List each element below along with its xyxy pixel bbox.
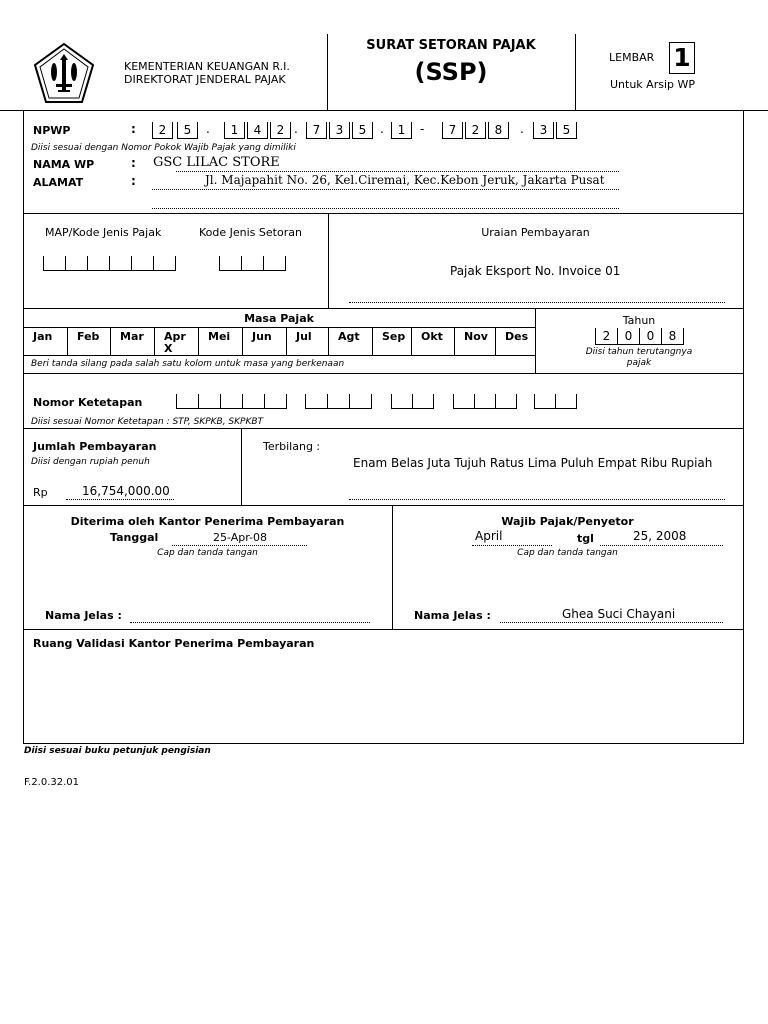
- npwp-digit[interactable]: 4: [247, 122, 268, 139]
- month-divider: [286, 327, 287, 355]
- npwp-digit[interactable]: 3: [329, 122, 350, 139]
- npwp-digit[interactable]: 1: [224, 122, 245, 139]
- ketetapan-box[interactable]: [176, 394, 199, 409]
- month-label: Des: [505, 330, 529, 343]
- taxpayer-address[interactable]: Jl. Majapahit No. 26, Kel.Ciremai, Kec.Kebon Jeruk, Jakarta Pusat: [205, 173, 605, 187]
- rp-label: Rp: [33, 486, 48, 499]
- npwp-digit[interactable]: 1: [391, 122, 412, 139]
- npwp-separator: -: [420, 122, 425, 136]
- lembar-note: Untuk Arsip WP: [610, 78, 695, 91]
- ketetapan-label: Nomor Ketetapan: [33, 396, 143, 409]
- tahun-digit[interactable]: 2: [595, 328, 618, 345]
- month-selected-mark: X: [164, 342, 173, 355]
- npwp-digit[interactable]: 3: [533, 122, 554, 139]
- map-code-box[interactable]: [65, 256, 88, 271]
- payer-month[interactable]: April: [475, 529, 503, 543]
- npwp-digit[interactable]: 7: [442, 122, 463, 139]
- month-mar[interactable]: [120, 331, 144, 343]
- month-agt[interactable]: [338, 331, 360, 343]
- month-divider: [242, 327, 243, 355]
- receiver-tanggal-value[interactable]: 25-Apr-08: [213, 531, 268, 544]
- month-mei[interactable]: [208, 331, 230, 343]
- ketetapan-box[interactable]: [242, 394, 265, 409]
- month-jun[interactable]: [252, 331, 272, 343]
- npwp-label: NPWP: [33, 124, 71, 137]
- kode-setoran-box[interactable]: [219, 256, 242, 271]
- month-jan[interactable]: [33, 331, 52, 343]
- month-label: Apr: [164, 330, 186, 343]
- payer-cap-note: Cap dan tanda tangan: [517, 548, 618, 558]
- uraian-label: Uraian Pembayaran: [481, 226, 590, 239]
- ketetapan-box[interactable]: [198, 394, 221, 409]
- taxpayer-name[interactable]: GSC LILAC STORE: [153, 155, 280, 170]
- uraian-value[interactable]: Pajak Eksport No. Invoice 01: [450, 264, 621, 278]
- terbilang-value[interactable]: Enam Belas Juta Tujuh Ratus Lima Puluh Empat Ribu Rupiah: [353, 456, 713, 470]
- month-nov[interactable]: [464, 331, 488, 343]
- payer-title: Wajib Pajak/Penyetor: [501, 515, 634, 528]
- npwp-separator: .: [520, 122, 524, 136]
- receiver-cap-note: Cap dan tanda tangan: [157, 548, 258, 558]
- month-okt[interactable]: [421, 331, 443, 343]
- masa-pajak-note: Beri tanda silang pada salah satu kolom untuk masa yang berkenaan: [31, 359, 345, 369]
- ketetapan-box[interactable]: [453, 394, 475, 409]
- amount-value[interactable]: 16,754,000.00: [82, 484, 170, 498]
- npwp-separator: .: [206, 122, 210, 136]
- tahun-digit[interactable]: 8: [661, 328, 684, 345]
- kode-setoran-label: Kode Jenis Setoran: [199, 226, 302, 239]
- npwp-digit[interactable]: 7: [306, 122, 327, 139]
- npwp-note: Diisi sesuai dengan Nomor Pokok Wajib Pajak yang dimiliki: [31, 143, 296, 153]
- month-label: Agt: [338, 330, 360, 343]
- validation-title: Ruang Validasi Kantor Penerima Pembayaran: [33, 637, 315, 650]
- map-code-box[interactable]: [43, 256, 66, 271]
- tahun-label: Tahun: [622, 314, 656, 327]
- ministry-emblem-icon: [32, 42, 96, 106]
- npwp-digit[interactable]: 8: [488, 122, 509, 139]
- month-label: Mei: [208, 330, 231, 343]
- npwp-digit[interactable]: 2: [270, 122, 291, 139]
- directorate-line: DIREKTORAT JENDERAL PAJAK: [124, 73, 286, 86]
- jumlah-note: Diisi dengan rupiah penuh: [31, 457, 150, 467]
- month-label: Okt: [421, 330, 443, 343]
- ketetapan-box[interactable]: [327, 394, 350, 409]
- kode-setoran-box[interactable]: [263, 256, 286, 271]
- month-divider: [154, 327, 155, 355]
- jumlah-label: Jumlah Pembayaran: [33, 440, 157, 453]
- receiver-tanggal-label: Tanggal: [110, 531, 159, 544]
- npwp-colon: :: [131, 122, 136, 136]
- payer-tgl-label: tgl: [577, 532, 594, 545]
- receiver-nama-label: Nama Jelas :: [45, 609, 122, 622]
- month-feb[interactable]: [77, 331, 99, 343]
- name-colon: :: [131, 156, 136, 170]
- npwp-digit[interactable]: 2: [152, 122, 173, 139]
- tahun-note-line-1: Diisi tahun terutangnya: [585, 347, 693, 357]
- address-label: ALAMAT: [33, 176, 84, 189]
- ketetapan-box[interactable]: [412, 394, 434, 409]
- ketetapan-box[interactable]: [264, 394, 287, 409]
- npwp-digit[interactable]: 5: [352, 122, 373, 139]
- month-divider: [328, 327, 329, 355]
- ketetapan-box[interactable]: [534, 394, 556, 409]
- ketetapan-box[interactable]: [495, 394, 517, 409]
- tahun-digit[interactable]: 0: [617, 328, 640, 345]
- month-jul[interactable]: [296, 331, 312, 343]
- month-des[interactable]: [505, 331, 528, 343]
- terbilang-label: Terbilang :: [263, 440, 321, 453]
- ministry-line-1: KEMENTERIAN KEUANGAN R.I.: [124, 60, 290, 73]
- map-code-box[interactable]: [109, 256, 132, 271]
- npwp-digit[interactable]: 5: [556, 122, 577, 139]
- ketetapan-box[interactable]: [220, 394, 243, 409]
- payer-nama-label: Nama Jelas :: [414, 609, 491, 622]
- month-divider: [411, 327, 412, 355]
- month-divider: [67, 327, 68, 355]
- ketetapan-box[interactable]: [391, 394, 413, 409]
- map-code-box[interactable]: [153, 256, 176, 271]
- ministry-name: [124, 60, 290, 86]
- address-colon: :: [131, 174, 136, 188]
- map-code-box[interactable]: [87, 256, 110, 271]
- ketetapan-box[interactable]: [305, 394, 328, 409]
- lembar-number: 1: [669, 42, 695, 74]
- lembar-label: LEMBAR: [609, 51, 655, 64]
- ketetapan-box[interactable]: [474, 394, 496, 409]
- month-label: Jan: [33, 330, 53, 343]
- month-divider: [110, 327, 111, 355]
- npwp-separator: .: [294, 122, 298, 136]
- month-label: Jul: [296, 330, 312, 343]
- receiver-title: Diterima oleh Kantor Penerima Pembayaran: [70, 515, 345, 528]
- kode-setoran-box[interactable]: [241, 256, 264, 271]
- month-label: Nov: [464, 330, 488, 343]
- masa-pajak-title: Masa Pajak: [244, 312, 314, 325]
- month-divider: [198, 327, 199, 355]
- tahun-digit[interactable]: 0: [639, 328, 662, 345]
- month-apr[interactable]: [164, 331, 186, 355]
- form-number: F.2.0.32.01: [24, 777, 80, 788]
- ketetapan-box[interactable]: [555, 394, 577, 409]
- month-sep[interactable]: [382, 331, 405, 343]
- month-divider: [495, 327, 496, 355]
- month-label: Sep: [382, 330, 406, 343]
- tahun-note: [535, 347, 743, 369]
- month-label: Mar: [120, 330, 144, 343]
- month-divider: [372, 327, 373, 355]
- npwp-digit[interactable]: 2: [465, 122, 486, 139]
- ketetapan-note: Diisi sesuai Nomor Ketetapan : STP, SKPKB, SKPKBT: [31, 417, 264, 427]
- map-label: MAP/Kode Jenis Pajak: [45, 226, 162, 239]
- ketetapan-box[interactable]: [349, 394, 372, 409]
- footer-note: Diisi sesuai buku petunjuk pengisian: [24, 746, 211, 756]
- npwp-digit[interactable]: 5: [177, 122, 198, 139]
- npwp-separator: .: [380, 122, 384, 136]
- form-title: SURAT SETORAN PAJAK: [366, 38, 536, 53]
- payer-date[interactable]: 25, 2008: [633, 529, 687, 543]
- month-label: Jun: [252, 330, 272, 343]
- form-code: (SSP): [414, 58, 488, 86]
- month-label: Feb: [77, 330, 100, 343]
- tahun-note-line-2: pajak: [626, 358, 652, 368]
- month-divider: [454, 327, 455, 355]
- name-label: NAMA WP: [33, 158, 95, 171]
- payer-nama-value[interactable]: Ghea Suci Chayani: [562, 607, 676, 621]
- map-code-box[interactable]: [131, 256, 154, 271]
